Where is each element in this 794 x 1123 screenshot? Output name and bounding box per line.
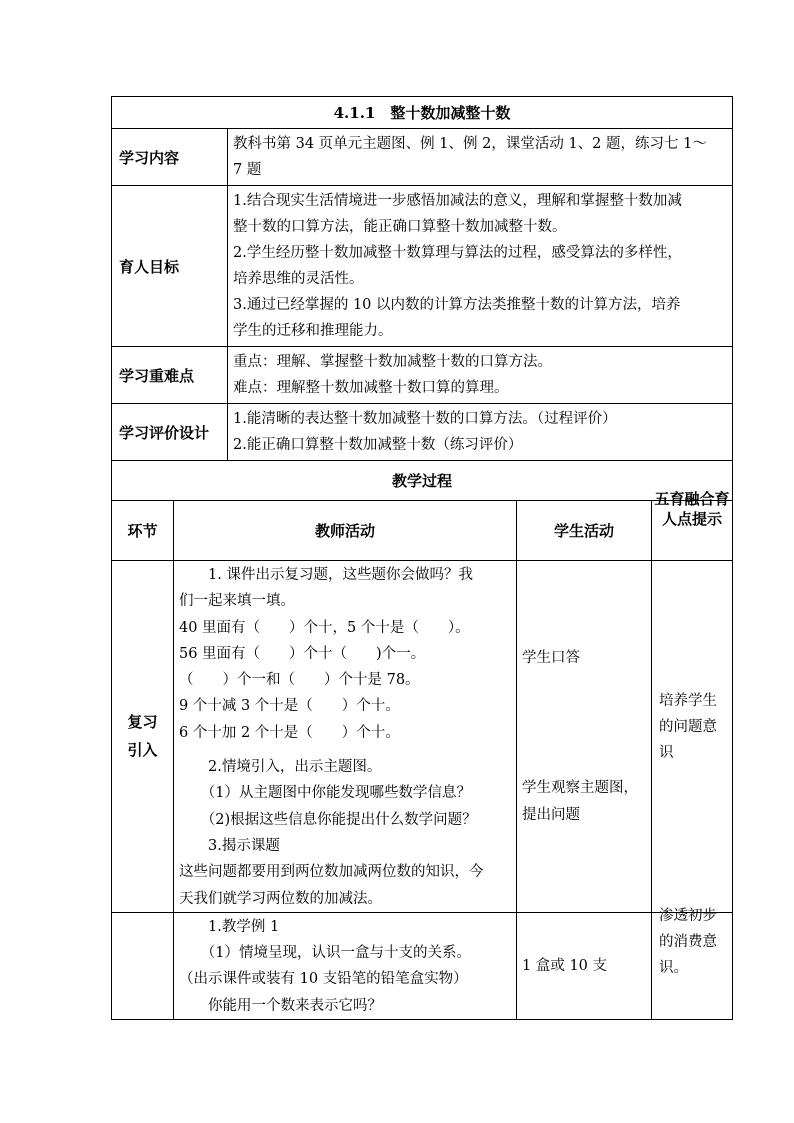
teacher-line: 这些问题都要用到两位数加减两位数的知识，今 — [179, 864, 484, 881]
five-line: 识 — [659, 745, 674, 761]
goals-line: 学生的迁移和推理能力。 — [233, 323, 393, 339]
row-label-content: 学习内容 — [112, 129, 228, 186]
stage-empty — [112, 912, 174, 1019]
stage-review-intro — [112, 561, 174, 913]
goals-line: 整十数的口算方法，能正确口算整十数加减整十数。 — [233, 219, 567, 235]
content-line: 7 题 — [233, 162, 262, 178]
goals-line: 1.结合现实生活情境进一步感悟加减法的意义，理解和掌握整十数加减 — [233, 193, 682, 209]
keypoints-line: 重点：理解、掌握整十数加减整十数的口算方法。 — [233, 354, 552, 370]
teacher-line: 6 个十加 2 个十是（ ）个十。 — [179, 724, 400, 741]
evaluation-text — [228, 404, 733, 461]
five-line: 培养学生 — [659, 693, 717, 709]
teacher-line: （2)根据这些信息你能提出什么数学问题？ — [179, 811, 477, 828]
row-label-evaluation: 学习评价设计 — [112, 404, 228, 461]
evaluation-line: 2.能正确口算整十数加减整十数（练习评价） — [233, 437, 523, 453]
teacher-line: 1.教学例 1 — [179, 918, 280, 935]
student-line: 提出问题 — [522, 806, 580, 823]
goals-line: 3.通过已经掌握的 10 以内数的计算方法类推整十数的计算方法，培养 — [233, 297, 681, 313]
teacher-line: 1. 课件出示复习题，这些题你会做吗？我 — [179, 567, 473, 583]
teacher-line: 9 个十减 3 个十是（ ）个十。 — [179, 698, 400, 715]
teacher-line: 们一起来填一填。 — [179, 593, 295, 610]
keypoints-line: 难点：理解整十数加减整十数口算的算理。 — [233, 380, 509, 396]
lesson-plan-table — [111, 96, 733, 1020]
lesson-title: 4.1.1 整十数加减整十数 — [112, 97, 733, 129]
header-student: 学生活动 — [517, 501, 652, 561]
teacher-activity-2 — [174, 912, 517, 1019]
student-activity-1 — [517, 561, 652, 913]
teacher-line: 3.揭示课题 — [179, 837, 280, 854]
student-line: 学生口答 — [522, 650, 580, 666]
teacher-line: 2.情境引入，出示主题图。 — [179, 759, 382, 776]
teacher-line: 你能用一个数来表示它吗？ — [179, 997, 382, 1014]
teacher-line: 天我们就学习两位数的加减法。 — [179, 890, 382, 907]
five-edu-text-1 — [659, 688, 731, 766]
five-line: 的消费意 — [659, 934, 717, 950]
student-line: 学生观察主题图， — [522, 780, 638, 797]
goals-line: 培养思维的灵活性。 — [233, 271, 364, 287]
row-label-goals: 育人目标 — [112, 186, 228, 347]
teacher-line — [179, 746, 511, 754]
teacher-line: （1）情境呈现，认识一盒与十支的关系。 — [179, 945, 471, 962]
stage-line: 引入 — [127, 741, 158, 760]
teacher-line: （ ）个一和（ ）个十是 78。 — [179, 672, 420, 689]
content-text — [228, 129, 733, 186]
header-stage: 环节 — [112, 501, 174, 561]
teacher-activity-1 — [174, 561, 517, 913]
header-five-text: 五育融合育人点提示 — [654, 490, 730, 528]
stage-line: 复习 — [127, 713, 158, 732]
student-activity-2: 1 盒或 10 支 — [517, 912, 652, 1019]
goals-text — [228, 186, 733, 347]
process-title: 教学过程 — [112, 461, 733, 501]
lesson-plan-page — [111, 96, 732, 1020]
five-line: 渗透初步 — [659, 908, 717, 924]
teacher-line: （1）从主题图中你能发现哪些数学信息？ — [179, 785, 471, 802]
header-teacher: 教师活动 — [174, 501, 517, 561]
content-line: 教科书第 34 页单元主题图、例 1、例 2，课堂活动 1、2 题，练习七 1～ — [233, 136, 707, 152]
teacher-line: 40 里面有（ ）个十，5 个十是（ ）。 — [179, 619, 470, 636]
evaluation-line: 1.能清晰的表达整十数加减整十数的口算方法。（过程评价） — [233, 411, 617, 427]
goals-line: 2.学生经历整十数加减整十数算理与算法的过程，感受算法的多样性， — [233, 245, 682, 261]
row-label-keypoints: 学习重难点 — [112, 347, 228, 404]
teacher-line: （出示课件或装有 10 支铅笔的铅笔盒实物） — [179, 971, 468, 988]
five-line: 识。 — [659, 960, 688, 976]
five-line: 的问题意 — [659, 719, 717, 735]
teacher-line: 56 里面有（ ）个十（ )个一。 — [179, 645, 426, 662]
keypoints-text — [228, 347, 733, 404]
five-edu-text-2 — [659, 903, 731, 981]
